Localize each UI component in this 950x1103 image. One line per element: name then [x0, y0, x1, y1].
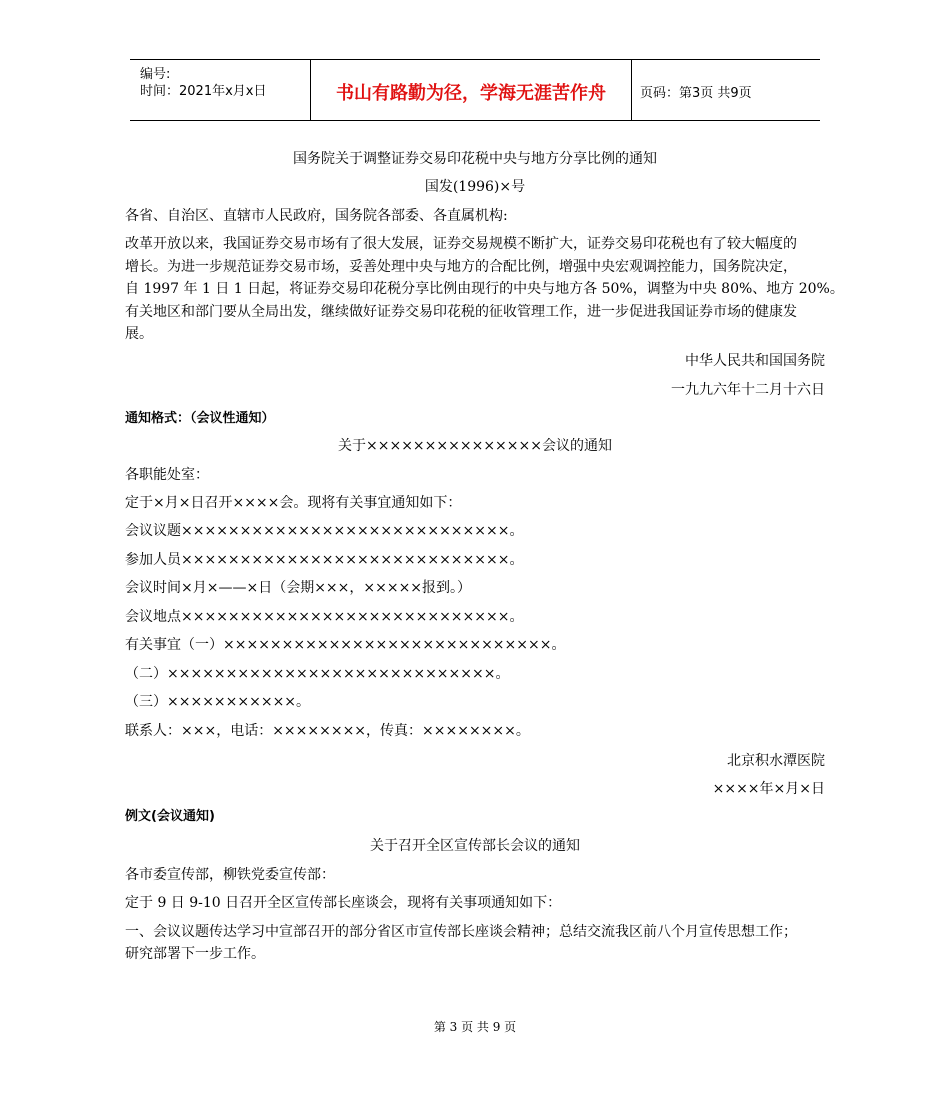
- notice-body-line: 有关地区和部门要从全局出发，继续做好证券交易印花税的征收管理工作，进一步促进我国证券市场的健康发: [125, 303, 797, 320]
- format-line: 参加人员××××××××××××××××××××××××××××。: [125, 552, 524, 568]
- notice-body-line: 自 1997 年 1 日 1 日起，将证券交易印花税分享比例由现行的中央与地方各 50%，调整为中央 80%、地方 20%。: [125, 281, 844, 297]
- header-table: [130, 59, 820, 121]
- header-motto-cell: [310, 60, 632, 120]
- example-line: 研究部署下一步工作。: [125, 946, 265, 962]
- notice-body: [125, 233, 844, 346]
- format-date: ××××年×月×日: [712, 781, 825, 797]
- document-time-label: 时间：2021年x月x日: [140, 84, 267, 99]
- format-line: 定于×月×日召开××××会。现将有关事宜通知如下：: [125, 495, 462, 511]
- example-line: 定于 9 日 9-10 日召开全区宣传部长座谈会，现将有关事项通知如下：: [125, 895, 562, 911]
- notice-body-line: 展。: [125, 326, 153, 342]
- header-meta-cell: [130, 60, 310, 120]
- format-line: 会议地点××××××××××××××××××××××××××××。: [125, 609, 524, 625]
- format-line: （二）××××××××××××××××××××××××××××。: [125, 666, 510, 682]
- notice-signature: 中华人民共和国国务院: [685, 353, 825, 369]
- document-number-label: 编号:: [140, 67, 171, 82]
- notice-doc-number: 国发(1996)×号: [424, 179, 526, 195]
- notice-body-line: 增长。为进一步规范证券交易市场，妥善处理中央与地方的合配比例，增强中央宏观调控能力，国务院决定，: [125, 258, 797, 275]
- notice-body-line: 改革开放以来，我国证券交易市场有了很大发展，证券交易规模不断扩大，证券交易印花税也有了较大幅度的: [125, 236, 797, 252]
- page-footer: 第 3 页 共 9 页: [433, 1020, 517, 1034]
- format-line: 有关事宜（一）××××××××××××××××××××××××××××。: [125, 637, 566, 653]
- format-title: 关于×××××××××××××××会议的通知: [338, 438, 612, 454]
- notice-date: 一九九六年十二月十六日: [671, 382, 825, 398]
- example-heading: 例文(会议通知): [125, 809, 215, 824]
- notice-addressee: 各省、自治区、直辖市人民政府，国务院各部委、各直属机构:: [125, 208, 508, 224]
- header-page-cell: [630, 60, 820, 120]
- notice-title: 国务院关于调整证券交易印花税中央与地方分享比例的通知: [293, 151, 657, 167]
- example-line: 各市委宣传部，柳铁党委宣传部：: [125, 867, 335, 883]
- format-signature: 北京积水潭医院: [727, 753, 825, 769]
- format-line: 联系人：×××，电话：××××××××，传真：××××××××。: [125, 723, 530, 739]
- header-page-label: 页码：第3页 共9页: [640, 86, 752, 101]
- format-line: 各职能处室：: [125, 467, 209, 483]
- format-line: 会议时间×月×——×日（会期×××，×××××报到。）: [125, 580, 472, 596]
- format-line: （三）×××××××××××。: [125, 694, 311, 710]
- header-motto: 书山有路勤为径，学海无涯苦作舟: [336, 83, 606, 104]
- format-heading: 通知格式：（会议性通知）: [125, 411, 275, 426]
- example-line: 一、会议议题传达学习中宣部召开的部分省区市宣传部长座谈会精神；总结交流我区前八个月宣传思想工作；: [125, 924, 797, 940]
- format-line: 会议议题××××××××××××××××××××××××××××。: [125, 523, 524, 539]
- example-title: 关于召开全区宣传部长会议的通知: [370, 838, 580, 854]
